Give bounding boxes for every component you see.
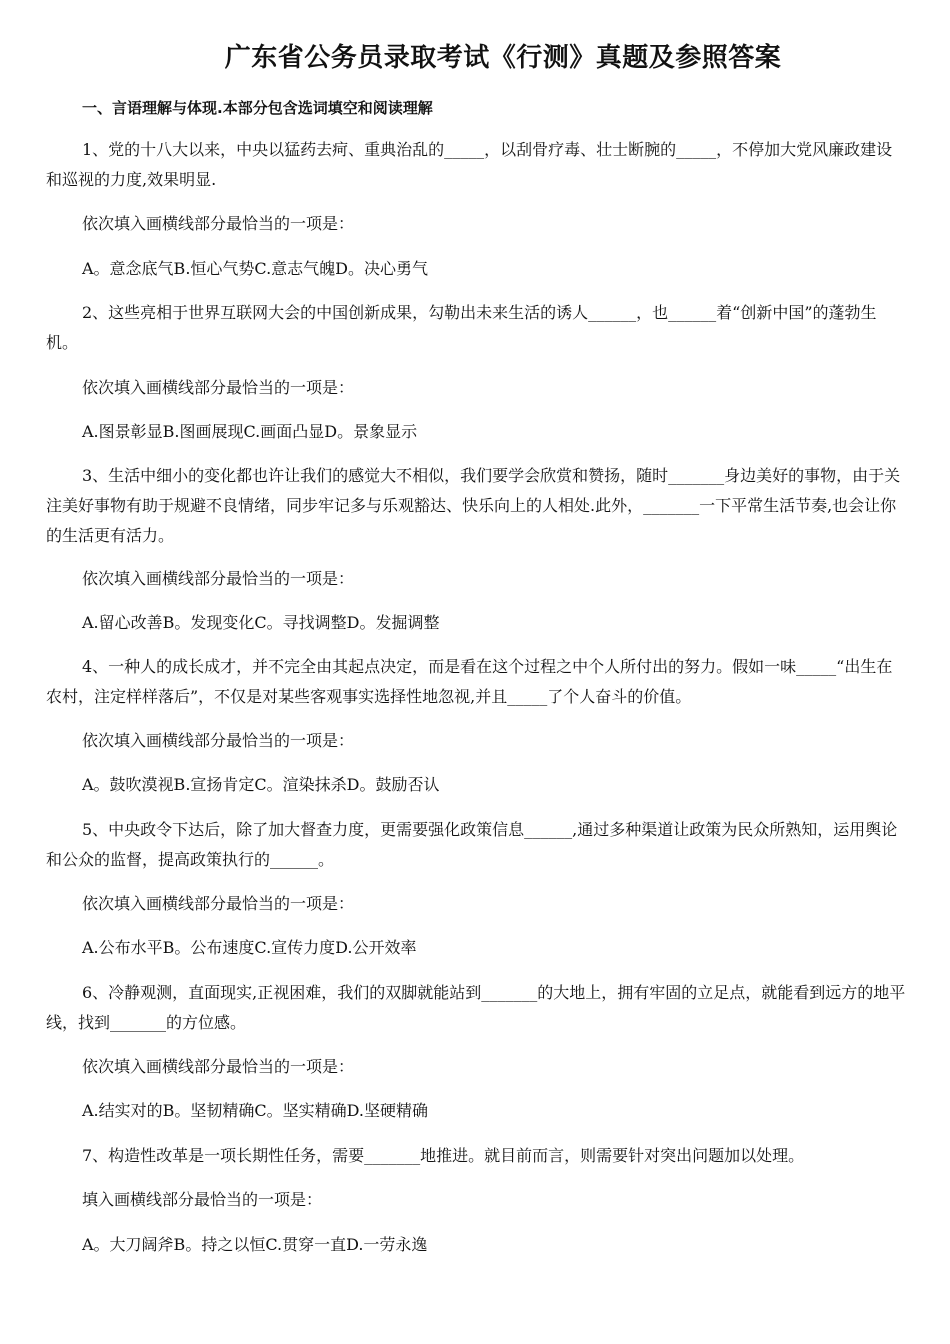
question-1-stem: 1、党的十八大以来，中央以猛药去疴、重典治乱的_____，以刮骨疗毒、壮士断腕的_____，不停加大党风廉政建设和巡视的力度,效果明显. (46, 140, 893, 189)
question-4-stem: 4、一种人的成长成才，并不完全由其起点决定，而是看在这个过程之中个人所付出的努力。假如一味_____“出生在农村，注定样样落后”，不仅是对某些客观事实选择性地忽视,并且_____了个人奋斗的价值。 (46, 657, 893, 706)
question-1-prompt: 依次填入画横线部分最恰当的一项是： (82, 214, 355, 233)
question-6-stem: 6、冷静观测，直面现实,正视困难，我们的双脚就能站到_______的大地上，拥有牢固的立足点，就能看到远方的地平线，找到_______的方位感。 (46, 983, 906, 1032)
question-5-prompt: 依次填入画横线部分最恰当的一项是： (82, 894, 355, 913)
question-7-prompt: 填入画横线部分最恰当的一项是： (82, 1190, 323, 1209)
question-2-stem: 2、这些亮相于世界互联网大会的中国创新成果，勾勒出未来生活的诱人______，也______着“创新中国”的蓬勃生机。 (46, 303, 877, 352)
question-1-options: A。意念底气B.恒心气势C.意志气魄D。决心勇气 (82, 259, 428, 278)
question-2-options: A.图景彰显B.图画展现C.画面凸显D。景象显示 (82, 422, 418, 441)
question-5-options: A.公布水平B。公布速度C.宣传力度D.公开效率 (82, 938, 417, 957)
question-2-prompt: 依次填入画横线部分最恰当的一项是： (82, 378, 355, 397)
section-heading: 一、言语理解与体现.本部分包含选词填空和阅读理解 (82, 99, 433, 117)
question-3-prompt: 依次填入画横线部分最恰当的一项是： (82, 569, 355, 588)
question-7-stem: 7、构造性改革是一项长期性任务，需要_______地推进。就目前而言，则需要针对突出问题加以处理。 (82, 1146, 805, 1165)
question-5-stem: 5、中央政令下达后，除了加大督查力度，更需要强化政策信息______,通过多种渠道让政策为民众所熟知，运用舆论和公众的监督，提高政策执行的______。 (46, 820, 898, 869)
question-3-options: A.留心改善B。发现变化C。寻找调整D。发掘调整 (82, 613, 440, 632)
document-title: 广东省公务员录取考试《行测》真题及参照答案 (224, 43, 782, 73)
question-6-prompt: 依次填入画横线部分最恰当的一项是： (82, 1057, 355, 1076)
question-3-stem: 3、生活中细小的变化都也许让我们的感觉大不相似，我们要学会欣赏和赞扬，随时_______身边美好的事物，由于关注美好事物有助于规避不良情绪，同步牢记多与乐观豁达、快乐向上的人相处.此外，_______一下平常生活节奏,也会让你的生活更有活力。 (46, 466, 901, 545)
question-6-options: A.结实对的B。坚韧精确C。坚实精确D.坚硬精确 (82, 1101, 428, 1120)
question-4-prompt: 依次填入画横线部分最恰当的一项是： (82, 731, 355, 750)
question-7-options: A。大刀阔斧B。持之以恒C.贯穿一直D.一劳永逸 (82, 1235, 428, 1254)
question-4-options: A。鼓吹漠视B.宣扬肯定C。渲染抹杀D。鼓励否认 (82, 775, 440, 794)
